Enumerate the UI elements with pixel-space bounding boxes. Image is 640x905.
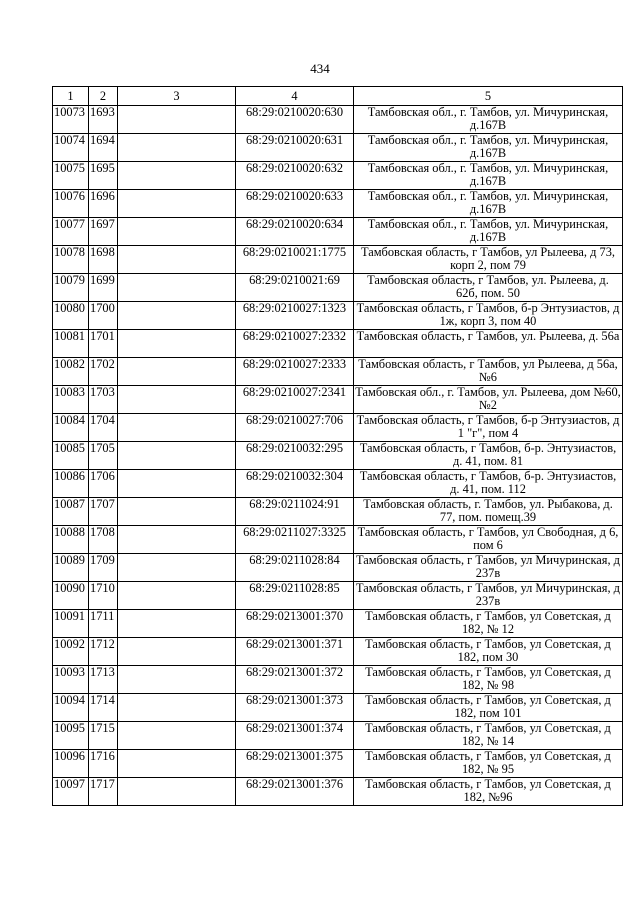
item-number: 1710 xyxy=(89,582,118,610)
address: Тамбовская область, г Тамбов, ул Советская, д 182, пом 30 xyxy=(354,638,623,666)
cadastral-number: 68:29:0211028:84 xyxy=(236,554,354,582)
address: Тамбовская обл., г. Тамбов, ул. Мичуринская, д.167В xyxy=(354,218,623,246)
cadastral-number: 68:29:0210020:632 xyxy=(236,162,354,190)
empty-cell xyxy=(118,442,236,470)
address: Тамбовская обл., г. Тамбов, ул. Мичуринская, д.167В xyxy=(354,162,623,190)
cadastral-number: 68:29:0210021:69 xyxy=(236,274,354,302)
table-body xyxy=(53,106,623,806)
empty-cell xyxy=(118,722,236,750)
column-header-4: 4 xyxy=(236,87,354,106)
table-row xyxy=(53,134,623,162)
item-number: 1706 xyxy=(89,470,118,498)
empty-cell xyxy=(118,386,236,414)
row-number: 10095 xyxy=(53,722,89,750)
row-number: 10096 xyxy=(53,750,89,778)
cadastral-number: 68:29:0213001:372 xyxy=(236,666,354,694)
row-number: 10089 xyxy=(53,554,89,582)
table-row xyxy=(53,610,623,638)
table-row xyxy=(53,330,623,358)
item-number: 1714 xyxy=(89,694,118,722)
cadastral-number: 68:29:0210027:1323 xyxy=(236,302,354,330)
row-number: 10081 xyxy=(53,330,89,358)
empty-cell xyxy=(118,610,236,638)
cadastral-number: 68:29:0213001:375 xyxy=(236,750,354,778)
item-number: 1700 xyxy=(89,302,118,330)
cadastral-number: 68:29:0210032:295 xyxy=(236,442,354,470)
row-number: 10086 xyxy=(53,470,89,498)
row-number: 10094 xyxy=(53,694,89,722)
table-row xyxy=(53,470,623,498)
row-number: 10092 xyxy=(53,638,89,666)
empty-cell xyxy=(118,218,236,246)
row-number: 10078 xyxy=(53,246,89,274)
address: Тамбовская обл., г. Тамбов, ул. Мичуринская, д.167В xyxy=(354,134,623,162)
item-number: 1701 xyxy=(89,330,118,358)
item-number: 1699 xyxy=(89,274,118,302)
item-number: 1703 xyxy=(89,386,118,414)
address: Тамбовская обл., г. Тамбов, ул. Рылеева, дом №60, №2 xyxy=(355,385,621,412)
table-row xyxy=(53,582,623,610)
item-number: 1695 xyxy=(89,162,118,190)
row-number: 10084 xyxy=(53,414,89,442)
empty-cell xyxy=(118,582,236,610)
cadastral-number: 68:29:0211024:91 xyxy=(236,498,354,526)
address: Тамбовская область, г Тамбов, б-р Энтузиастов, д 1ж, корп 3, пом 40 xyxy=(354,302,623,330)
table-row xyxy=(53,750,623,778)
empty-cell xyxy=(118,526,236,554)
table-row xyxy=(53,442,623,470)
row-number: 10082 xyxy=(53,358,89,386)
address: Тамбовская область, г Тамбов, ул Советская, д 182, № 98 xyxy=(354,666,623,694)
cadastral-number: 68:29:0210027:706 xyxy=(236,414,354,442)
table-row xyxy=(53,638,623,666)
table-row xyxy=(53,106,623,134)
item-number: 1698 xyxy=(89,246,118,274)
row-number: 10087 xyxy=(53,498,89,526)
empty-cell xyxy=(118,190,236,218)
row-number: 10076 xyxy=(53,190,89,218)
row-number: 10075 xyxy=(53,162,89,190)
table-row xyxy=(53,246,623,274)
item-number: 1713 xyxy=(89,666,118,694)
item-number: 1712 xyxy=(89,638,118,666)
item-number: 1696 xyxy=(89,190,118,218)
cadastral-number: 68:29:0213001:376 xyxy=(236,778,354,806)
cadastral-number: 68:29:0210027:2341 xyxy=(236,386,354,414)
table-row xyxy=(53,302,623,330)
item-number: 1716 xyxy=(89,750,118,778)
address: Тамбовская область, г Тамбов, б-р. Энтузиастов, д. 41, пом. 81 xyxy=(354,442,623,470)
cadastral-number: 68:29:0210027:2332 xyxy=(236,330,354,358)
address: Тамбовская область, г Тамбов, ул Мичуринская, д 237в xyxy=(354,554,623,582)
table-row xyxy=(53,274,623,302)
cadastral-number: 68:29:0213001:370 xyxy=(236,610,354,638)
empty-cell xyxy=(118,638,236,666)
item-number: 1709 xyxy=(89,554,118,582)
address: Тамбовская область, г Тамбов, ул Рылеева, д 73, корп 2, пом 79 xyxy=(354,246,623,274)
cadastral-number: 68:29:0210032:304 xyxy=(236,470,354,498)
item-number: 1694 xyxy=(89,134,118,162)
table-row xyxy=(53,526,623,554)
row-number: 10079 xyxy=(53,274,89,302)
table-row xyxy=(53,162,623,190)
empty-cell xyxy=(118,498,236,526)
address: Тамбовская область, г Тамбов, ул Советская, д 182, № 12 xyxy=(354,610,623,638)
table-row xyxy=(53,358,623,386)
empty-cell xyxy=(118,246,236,274)
address: Тамбовская область, г Тамбов, ул. Рылеева, д. 56а xyxy=(354,330,623,358)
table-row xyxy=(53,778,623,806)
address: Тамбовская область, г Тамбов, ул. Рылеева, д. 62б, пом. 50 xyxy=(354,274,623,302)
item-number: 1708 xyxy=(89,526,118,554)
address: Тамбовская область, г Тамбов, ул Свободная, д 6, пом 6 xyxy=(354,526,623,554)
row-number: 10088 xyxy=(53,526,89,554)
empty-cell xyxy=(118,106,236,134)
address: Тамбовская обл., г. Тамбов, ул. Мичуринская, д.167В xyxy=(354,190,623,218)
address: Тамбовская область, г Тамбов, ул Советская, д 182, № 95 xyxy=(354,750,623,778)
item-number: 1717 xyxy=(89,778,118,806)
column-header-3: 3 xyxy=(118,87,236,106)
cadastral-number: 68:29:0210020:634 xyxy=(236,218,354,246)
row-number: 10074 xyxy=(53,134,89,162)
empty-cell xyxy=(118,162,236,190)
table-row xyxy=(53,722,623,750)
column-header-5: 5 xyxy=(354,87,623,106)
table-row xyxy=(53,498,623,526)
item-number: 1702 xyxy=(89,358,118,386)
row-number: 10083 xyxy=(53,386,89,414)
cadastral-number: 68:29:0213001:371 xyxy=(236,638,354,666)
row-number: 10080 xyxy=(53,302,89,330)
cadastral-number: 68:29:0210020:633 xyxy=(236,190,354,218)
cadastral-number: 68:29:0213001:374 xyxy=(236,722,354,750)
address: Тамбовская область, г. Тамбов, ул. Рыбакова, д. 77, пом. помещ.39 xyxy=(354,498,623,526)
row-number: 10091 xyxy=(53,610,89,638)
empty-cell xyxy=(118,778,236,806)
cadastral-number: 68:29:0211027:3325 xyxy=(236,526,354,554)
table-row xyxy=(53,218,623,246)
address: Тамбовская область, г Тамбов, б-р Энтузиастов, д 1 "г", пом 4 xyxy=(354,414,623,442)
empty-cell xyxy=(118,274,236,302)
item-number: 1711 xyxy=(89,610,118,638)
address: Тамбовская область, г Тамбов, ул Советская, д 182, №96 xyxy=(354,778,623,806)
empty-cell xyxy=(118,302,236,330)
table-row xyxy=(53,190,623,218)
row-number: 10090 xyxy=(53,582,89,610)
item-number: 1693 xyxy=(89,106,118,134)
page-number: 434 xyxy=(310,61,330,76)
address: Тамбовская область, г Тамбов, б-р. Энтузиастов, д. 41, пом. 112 xyxy=(354,470,623,498)
address: Тамбовская обл., г. Тамбов, ул. Мичуринская, д.167В xyxy=(354,106,623,134)
cadastral-number: 68:29:0213001:373 xyxy=(236,694,354,722)
table-row xyxy=(53,414,623,442)
row-number: 10077 xyxy=(53,218,89,246)
empty-cell xyxy=(118,134,236,162)
empty-cell xyxy=(118,358,236,386)
column-header-1: 1 xyxy=(53,87,89,106)
item-number: 1705 xyxy=(89,442,118,470)
empty-cell xyxy=(118,750,236,778)
item-number: 1707 xyxy=(89,498,118,526)
address: Тамбовская область, г Тамбов, ул Мичуринская, д 237в xyxy=(354,582,623,610)
table-row xyxy=(53,386,623,414)
header-row xyxy=(53,87,623,106)
item-number: 1715 xyxy=(89,722,118,750)
column-header-2: 2 xyxy=(89,87,118,106)
cadastral-number: 68:29:0211028:85 xyxy=(236,582,354,610)
empty-cell xyxy=(118,666,236,694)
cadastral-number: 68:29:0210020:630 xyxy=(236,106,354,134)
table-row xyxy=(53,554,623,582)
address: Тамбовская область, г Тамбов, ул Рылеева, д 56а, №6 xyxy=(354,358,623,386)
address: Тамбовская область, г Тамбов, ул Советская, д 182, пом 101 xyxy=(354,694,623,722)
property-register-table xyxy=(52,86,623,806)
item-number: 1697 xyxy=(89,218,118,246)
table-row xyxy=(53,694,623,722)
table-row xyxy=(53,666,623,694)
empty-cell xyxy=(118,554,236,582)
empty-cell xyxy=(118,694,236,722)
row-number: 10073 xyxy=(53,106,89,134)
row-number: 10097 xyxy=(53,778,89,806)
empty-cell xyxy=(118,414,236,442)
cadastral-number: 68:29:0210021:1775 xyxy=(236,246,354,274)
cadastral-number: 68:29:0210020:631 xyxy=(236,134,354,162)
row-number: 10093 xyxy=(53,666,89,694)
item-number: 1704 xyxy=(89,414,118,442)
row-number: 10085 xyxy=(53,442,89,470)
empty-cell xyxy=(118,330,236,358)
address: Тамбовская область, г Тамбов, ул Советская, д 182, № 14 xyxy=(354,722,623,750)
empty-cell xyxy=(118,470,236,498)
cadastral-number: 68:29:0210027:2333 xyxy=(236,358,354,386)
